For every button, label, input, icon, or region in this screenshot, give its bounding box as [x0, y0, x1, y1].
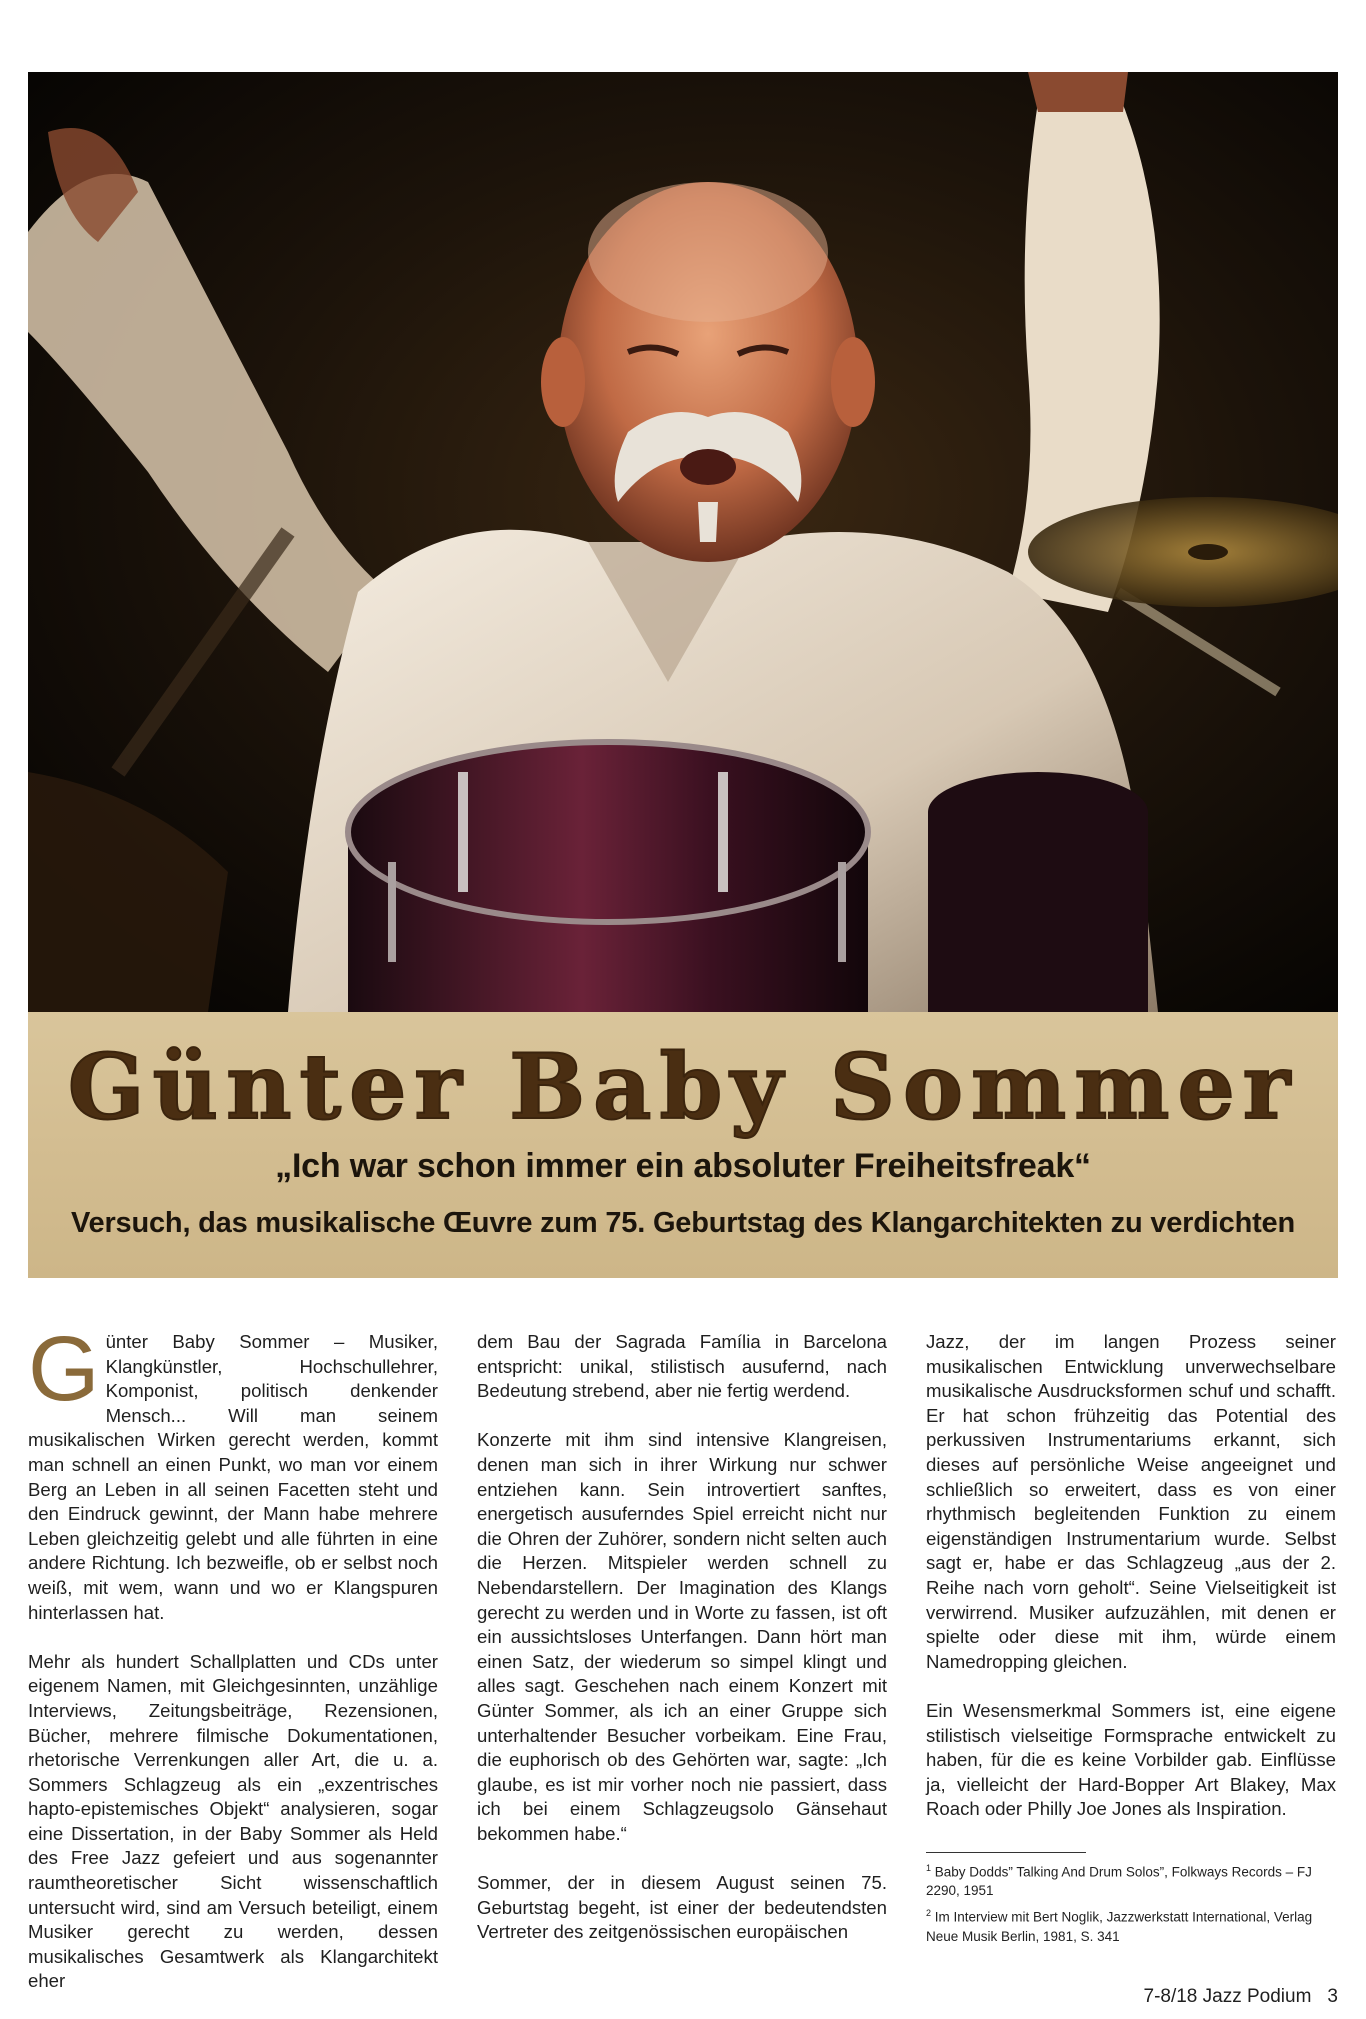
footnote-text: Im Interview mit Bert Noglik, Jazzwerkstatt International, Verlag Neue Musik Berlin, 1981, S. 341: [926, 1909, 1313, 1944]
headline-banner: [28, 1012, 1338, 1278]
drummer-photo: [28, 72, 1338, 1012]
paragraph: [28, 1318, 438, 1625]
footnote-rule: [926, 1852, 1086, 1853]
article-subtitle: „Ich war schon immer ein absoluter Freiheitsfreak“: [275, 1147, 1091, 1185]
paragraph: Sommer, der in diesem August seinen 75. Geburtstag begeht, ist einer der bedeutendsten Vertreter des zeitgenössischen europäischen: [477, 1872, 887, 1943]
photo-illustration: [28, 72, 1338, 1012]
paragraph: Mehr als hundert Schallplatten und CDs unter eigenem Namen, mit Gleichgesinnten, unzählige Interviews, Zeitungsbeiträge, Rezensionen, Bücher, mehrere filmische Dokumentationen, rhetorische Verrenkungen aller Art, die u. a. Sommers Schlagzeug als ein „exzentrisches hapto-epistemisches Objekt“ analysieren, sogar eine Dissertation, in der Baby Sommer als Held des Free Jazz gefeiert und aus sogenannter raumtheoretischer Sicht wissenschaftlich untersucht wird, sind am Versuch beteiligt, einem Musiker gerecht zu werden, dessen musikalisches Gesamtwerk als Klangarchitekt eher: [28, 1650, 438, 1992]
footnote-number: 2: [926, 1908, 932, 1919]
article-column-1: [28, 1318, 438, 2019]
page-number: 3: [1327, 1986, 1338, 2007]
paragraph: Ein Wesensmerkmal Sommers ist, eine eigene stilistisch vielseitige Formsprache entwickelt zu haben, für die es keine Vorbilder gab. Einflüsse ja, vielleicht der Hard-Bopper Art Blakey, Max Roach oder Philly Joe Jones als Inspiration.: [926, 1699, 1336, 1820]
drop-cap: G: [28, 1318, 100, 1420]
article-column-3: [926, 1330, 1336, 1950]
footnote-number: 1: [926, 1862, 932, 1873]
paragraph: dem Bau der Sagrada Família in Barcelona entspricht: unikal, stilistisch ausufernd, nach Bedeutung strebend, aber nie fertig werdend.: [477, 1331, 887, 1402]
paragraph: Konzerte mit ihm sind intensive Klangreisen, denen man sich in ihrer Wirkung nur schwer entziehen kann. Sein introvertiert sanftes, energetisch ausuferndes Spiel erreicht nicht nur die Ohren der Zuhörer, sondern nicht selten auch die Herzen. Mitspieler werden schnell zu Nebendarstellern. Der Imagination des Klangs gerecht zu werden und in Worte zu fassen, ist oft ein aussichtsloses Unterfangen. Dann hört man einen Satz, der wiederum so simpel klingt und alles sagt. Geschehen nach einem Konzert mit Günter Sommer, als ich an einer Gruppe sich unterhaltender Besucher vorbeikam. Eine Frau, die euphorisch ob des Gehörten war, sagte: „Ich glaube, es ist mir vorher noch nie passiert, dass ich bei einem Schlagzeugsolo Gänsehaut bekommen habe.“: [477, 1429, 887, 1844]
footnote: [926, 1904, 1336, 1946]
paragraph: Jazz, der im langen Prozess seiner musikalischen Entwicklung unverwechselbare musikalische Ausdrucksformen schuf und schafft. Er hat schon frühzeitig das Potential des perkussiven Instrumentariums erkannt, sich dieses auf persönliche Weise angeeignet und schließlich so erweitert, dass es von einer rhythmisch begleitenden Funktion zu einem eigenständigen Instrumentarium wurde. Selbst sagt er, habe er das Schlagzeug „aus der 2. Reihe nach vorn geholt“. Seine Vielseitigkeit ist verwirrend. Musiker aufzuzählen, mit denen er spielte oder diese mit ihm, würde einem Namedropping gleichen.: [926, 1331, 1336, 1672]
article-title: Günter Baby Sommer: [67, 1034, 1299, 1140]
footnote: [926, 1859, 1336, 1901]
article-column-2: [477, 1330, 887, 1969]
issue-label: 7-8/18 Jazz Podium: [1143, 1986, 1312, 2007]
footnote-text: Baby Dodds” Talking And Drum Solos”, Folkways Records – FJ 2290, 1951: [926, 1864, 1312, 1899]
paragraph-text: ünter Baby Sommer – Musiker, Klangkünstler, Hochschullehrer, Komponist, politisch denkender Mensch... Will man seinem musikalischen Wirken gerecht werden, kommt man schnell an einen Punkt, wo man vor einem Berg an Leben in all seinen Facetten steht und den Eindruck gewinnt, der Mann habe mehrere Leben gleichzeitig gelebt und alle führten in eine andere Richtung. Ich bezweifle, ob er selbst noch weiß, mit wem, wann und wo er Klangspuren hinterlassen hat.: [28, 1331, 438, 1623]
page-folio: [1128, 1986, 1339, 2008]
article-deck: Versuch, das musikalische Œuvre zum 75. Geburtstag des Klangarchitekten zu verdichten: [71, 1207, 1295, 1239]
